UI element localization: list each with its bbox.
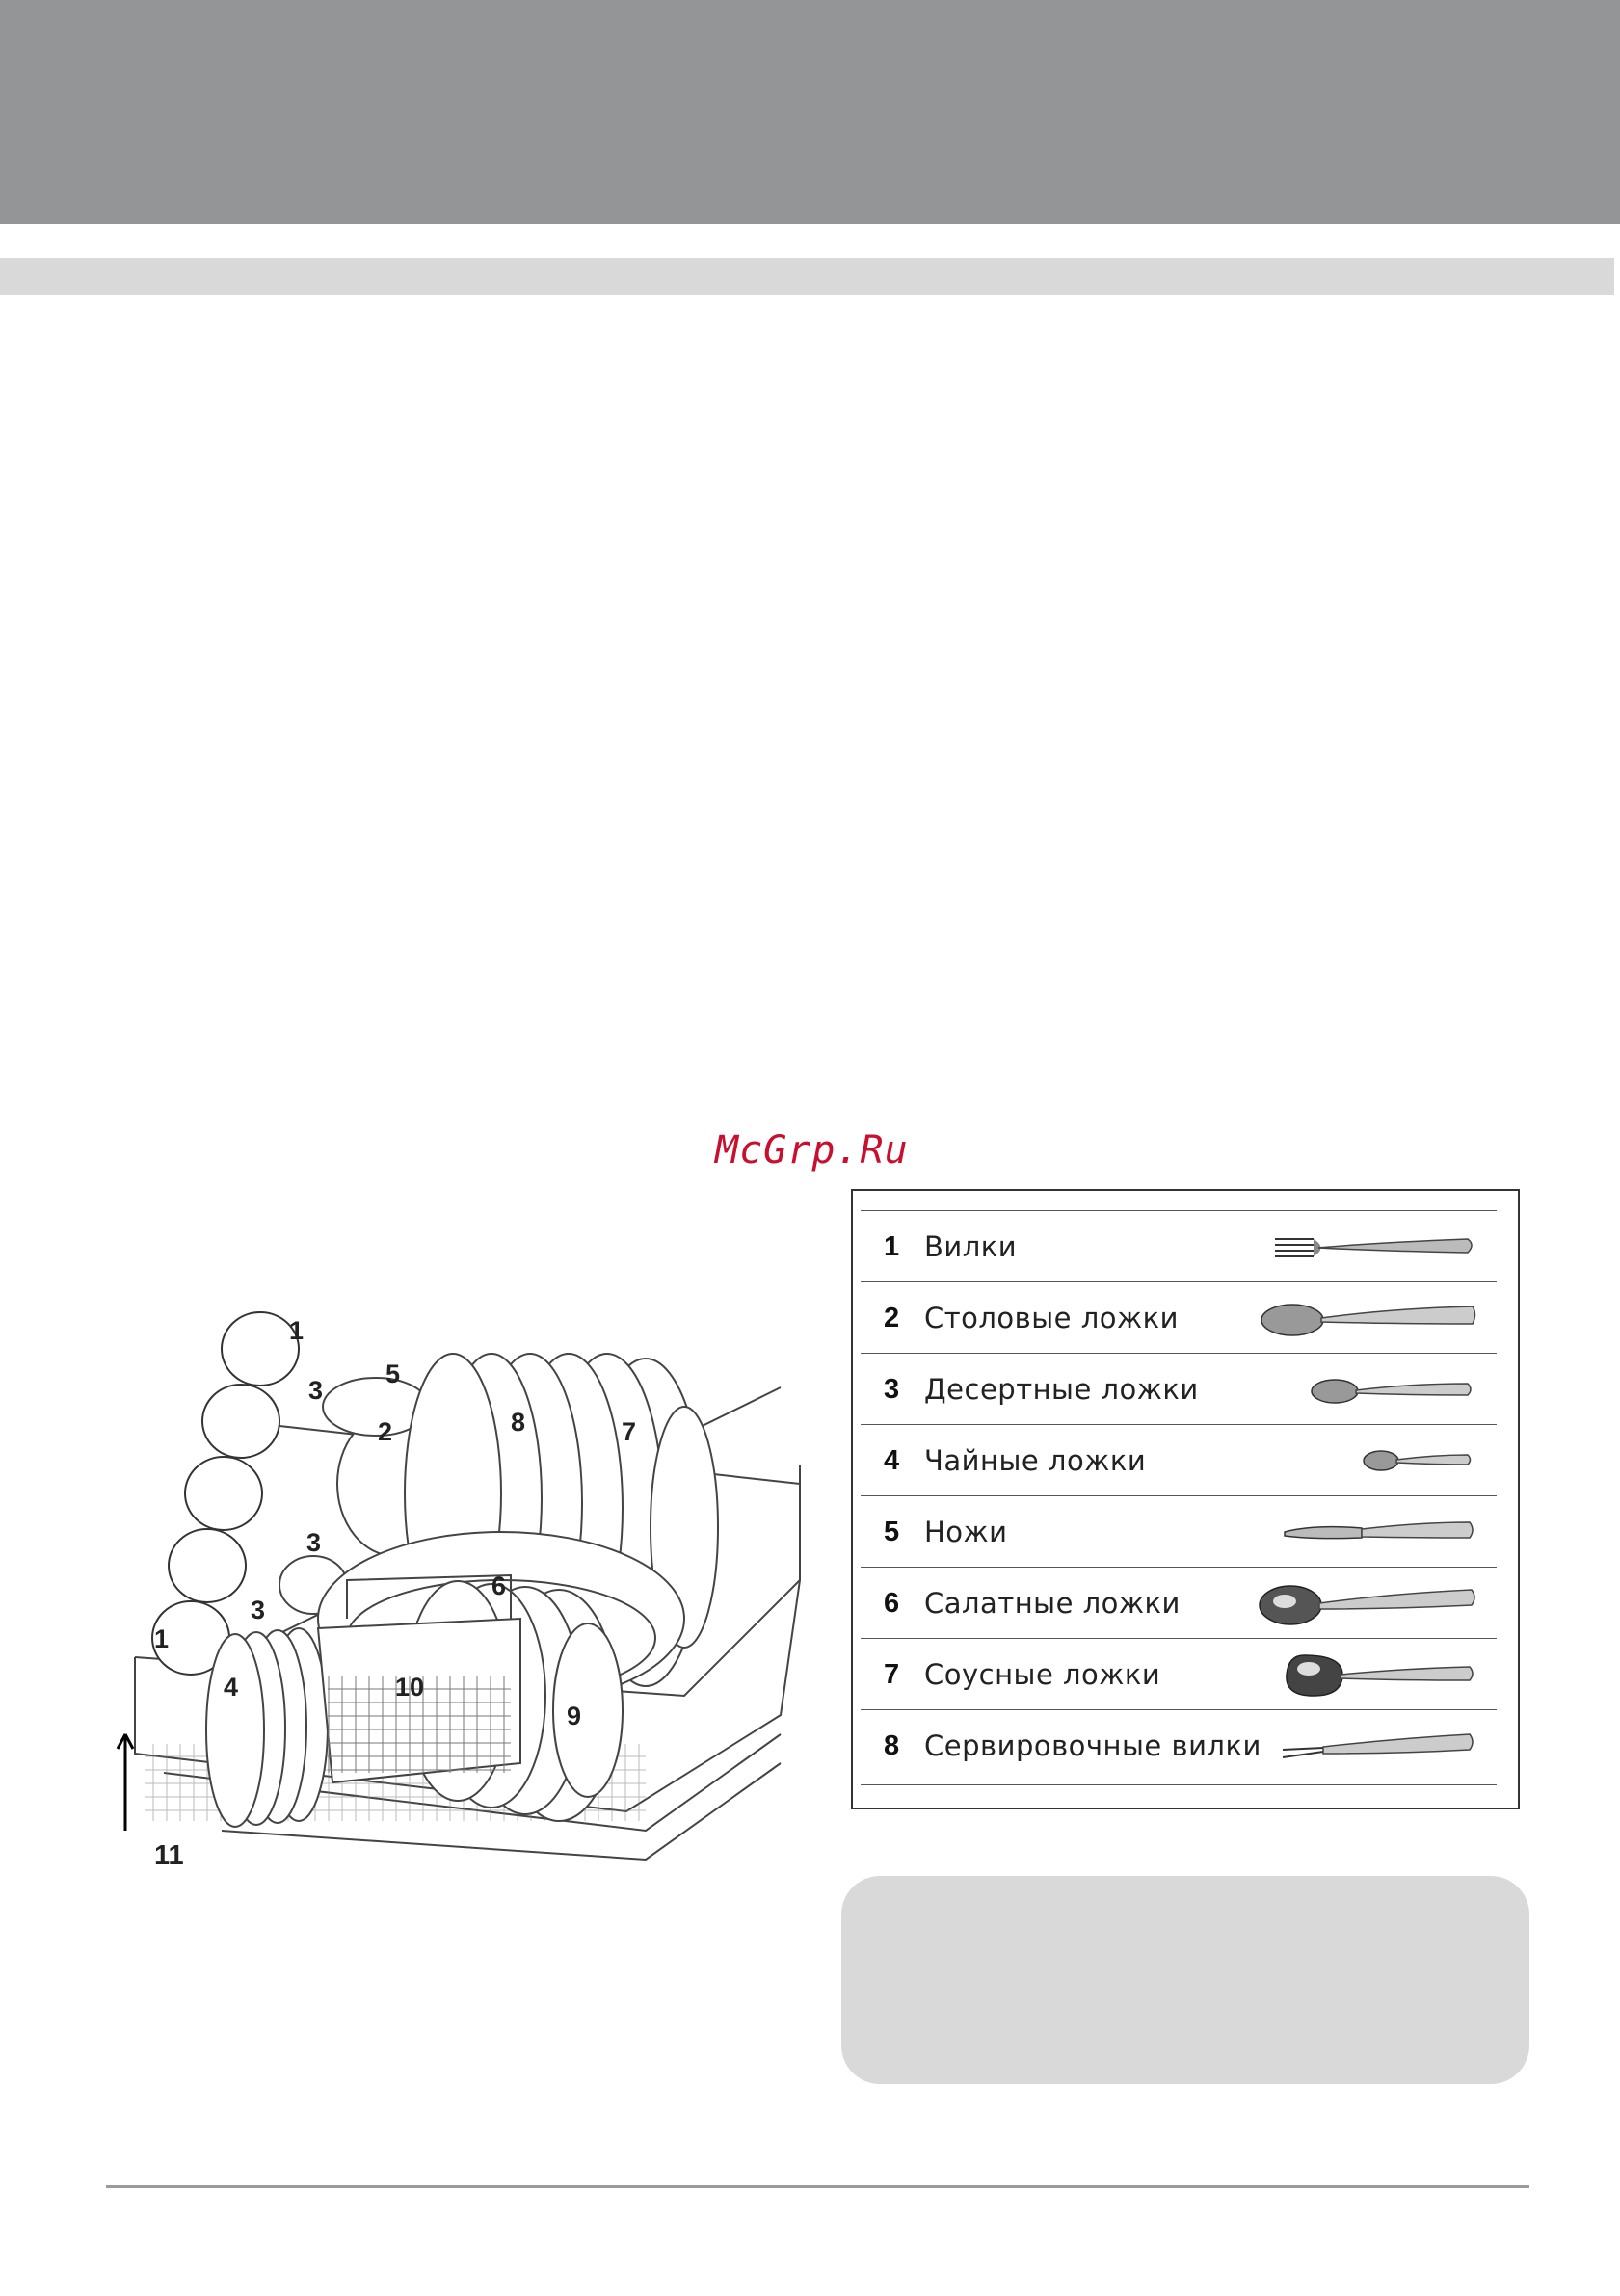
callout-11: 11: [154, 1840, 184, 1871]
legend-row-sauce-ladles: [861, 1638, 1497, 1710]
callout-9: 9: [567, 1702, 582, 1730]
legend-number: 5: [884, 1517, 900, 1547]
callout-3a: 3: [308, 1376, 324, 1405]
callout-3b: 3: [306, 1528, 322, 1557]
callout-8: 8: [511, 1408, 526, 1437]
callout-2: 2: [378, 1417, 393, 1446]
watermark: McGrp.Ru: [715, 1128, 909, 1173]
callout-5: 5: [385, 1359, 401, 1388]
legend-row-serving-forks: [861, 1709, 1497, 1781]
legend-number: 2: [884, 1303, 900, 1333]
legend-label: Сервировочные вилки: [924, 1729, 1261, 1762]
callout-7: 7: [622, 1417, 637, 1446]
legend-number: 3: [884, 1374, 900, 1405]
legend-number: 7: [884, 1659, 900, 1690]
fork-icon: [1256, 1222, 1477, 1272]
legend-number: 6: [884, 1588, 900, 1619]
callout-6: 6: [491, 1571, 507, 1600]
section-strip: [0, 258, 1614, 295]
legend-label: Соусные ложки: [924, 1658, 1161, 1691]
sauce-ladle-icon: [1256, 1649, 1477, 1700]
header-band: [0, 0, 1620, 224]
legend-label: Столовые ложки: [924, 1302, 1179, 1334]
callout-10: 10: [395, 1673, 425, 1702]
legend-row-dessert-spoons: [861, 1353, 1497, 1425]
legend-label: Чайные ложки: [924, 1444, 1147, 1477]
dessert-spoon-icon: [1256, 1364, 1477, 1414]
legend-number: 1: [884, 1231, 900, 1262]
teaspoon-icon: [1256, 1436, 1477, 1486]
note-box: [841, 1876, 1529, 2084]
legend-row-knives: [861, 1495, 1497, 1568]
tablespoon-icon: [1256, 1293, 1477, 1343]
footer-rule: [106, 2185, 1529, 2188]
dishwasher-basket-illustration: [106, 1291, 838, 1888]
legend-row-tablespoons: [861, 1281, 1497, 1354]
salad-spoon-icon: [1256, 1578, 1477, 1628]
callout-1a: 1: [289, 1316, 305, 1345]
legend-row-teaspoons: [861, 1424, 1497, 1496]
legend-label: Салатные ложки: [924, 1587, 1181, 1620]
legend-label: Десертные ложки: [924, 1373, 1199, 1406]
serving-fork-icon: [1256, 1721, 1477, 1771]
callout-4: 4: [224, 1673, 239, 1702]
callout-3c: 3: [251, 1596, 266, 1624]
legend-number: 8: [884, 1730, 900, 1761]
legend-row-salad-spoons: [861, 1567, 1497, 1639]
knife-icon: [1256, 1507, 1477, 1557]
callout-1b: 1: [154, 1624, 170, 1653]
legend-number: 4: [884, 1445, 900, 1476]
legend-label: Вилки: [924, 1230, 1018, 1263]
cutlery-legend: [851, 1189, 1520, 1809]
legend-label: Ножи: [924, 1516, 1008, 1548]
legend-row-forks: [861, 1210, 1497, 1282]
legend-bottom-rule: [861, 1784, 1497, 1785]
